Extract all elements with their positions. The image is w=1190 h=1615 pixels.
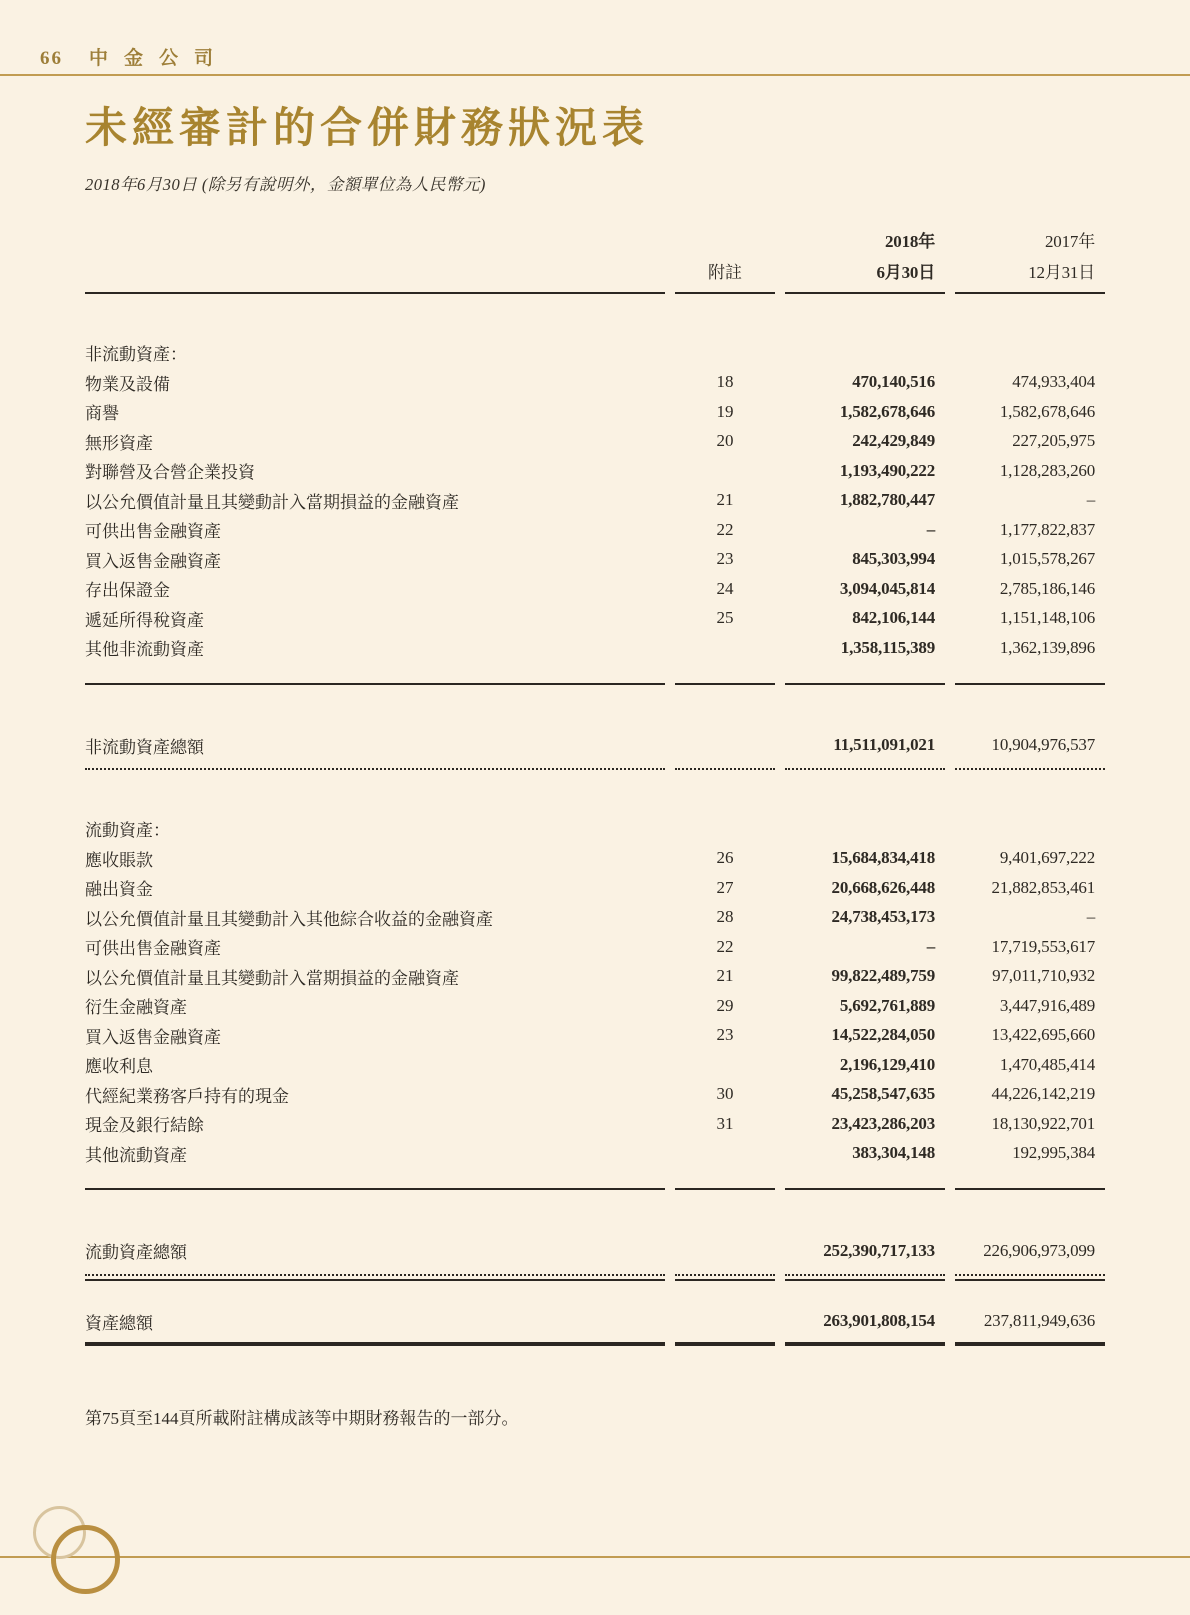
row-value-2018: 5,692,761,889 xyxy=(839,995,935,1015)
row-label: 遞延所得稅資產 xyxy=(85,610,204,630)
row-value-2017: 1,015,578,267 xyxy=(999,549,1095,569)
row-value-2018: 845,303,994 xyxy=(852,549,935,569)
row-note: 27 xyxy=(716,877,734,897)
row-note: 18 xyxy=(716,372,734,392)
table-row xyxy=(85,1109,1105,1139)
section-header-label: 流動資產： xyxy=(85,821,170,841)
table-row xyxy=(85,397,1105,427)
row-value-2018: 842,106,144 xyxy=(852,608,935,628)
section-header-label: 非流動資產： xyxy=(85,345,187,365)
row-value-2017: 9,401,697,222 xyxy=(999,848,1095,868)
section-total-label: 非流動資產總額 xyxy=(85,737,204,757)
row-note: 22 xyxy=(716,936,734,956)
table-row xyxy=(85,1021,1105,1051)
decorative-circle-large xyxy=(51,1525,120,1594)
section-total-2018: 11,511,091,021 xyxy=(833,735,935,755)
table-row xyxy=(85,604,1105,634)
section-header-row xyxy=(85,338,1105,368)
footer-divider-line xyxy=(0,1556,1190,1558)
section-total-label: 流動資產總額 xyxy=(85,1243,187,1263)
table-row xyxy=(85,873,1105,903)
row-note: 29 xyxy=(716,995,734,1015)
table-row xyxy=(85,932,1105,962)
row-note: 26 xyxy=(716,848,734,868)
table-row xyxy=(85,633,1105,663)
col-header-2017 xyxy=(955,226,1105,288)
row-label: 商譽 xyxy=(85,404,119,424)
row-label: 存出保證金 xyxy=(85,581,170,601)
table-row xyxy=(85,991,1105,1021)
row-value-2017: 44,226,142,219 xyxy=(991,1084,1095,1104)
section-total-dashed-rule xyxy=(85,1274,1105,1276)
row-value-2017: – xyxy=(1086,490,1095,510)
statement-table xyxy=(85,226,1105,1346)
row-note: 24 xyxy=(716,578,734,598)
row-value-2017: 17,719,553,617 xyxy=(991,936,1095,956)
row-label: 可供出售金融資產 xyxy=(85,939,221,959)
row-note: 19 xyxy=(716,401,734,421)
table-row xyxy=(85,1080,1105,1110)
section-rows-rule xyxy=(85,683,1105,685)
col-header-2018-year: 2018年 xyxy=(885,232,935,251)
page-title: 未經審計的合併財務狀況表 xyxy=(85,106,650,152)
table-row xyxy=(85,1050,1105,1080)
row-value-2017: 1,470,485,414 xyxy=(999,1054,1095,1074)
table-row xyxy=(85,368,1105,398)
table-row xyxy=(85,574,1105,604)
row-label: 買入返售金融資產 xyxy=(85,551,221,571)
footnote-text: 第75頁至144頁所載附註構成該等中期財務報告的一部分。 xyxy=(85,1409,519,1428)
row-label: 其他流動資產 xyxy=(85,1145,187,1165)
row-label: 融出資金 xyxy=(85,880,153,900)
header-rule xyxy=(85,292,1105,294)
row-note: 23 xyxy=(716,549,734,569)
row-label: 買入返售金融資產 xyxy=(85,1027,221,1047)
table-row xyxy=(85,456,1105,486)
table-row xyxy=(85,545,1105,575)
section-rows-rule xyxy=(85,1188,1105,1190)
row-label: 代經紀業務客戶持有的現金 xyxy=(85,1086,289,1106)
row-value-2017: 97,011,710,932 xyxy=(992,966,1095,986)
col-header-2017-year: 2017年 xyxy=(1045,232,1095,251)
row-label: 以公允價值計量且其變動計入當期損益的金融資產 xyxy=(85,492,459,512)
row-label: 應收利息 xyxy=(85,1057,153,1077)
row-note: 21 xyxy=(716,966,734,986)
table-row xyxy=(85,903,1105,933)
row-note: 23 xyxy=(716,1025,734,1045)
section-header-row xyxy=(85,814,1105,844)
row-label: 以公允價值計量且其變動計入當期損益的金融資產 xyxy=(85,968,459,988)
row-label: 其他非流動資產 xyxy=(85,640,204,660)
page-header xyxy=(40,43,229,70)
row-label: 物業及設備 xyxy=(85,374,170,394)
row-value-2018: 24,738,453,173 xyxy=(831,907,935,927)
section-total-row xyxy=(85,1236,1105,1266)
row-value-2017: 3,447,916,489 xyxy=(999,995,1095,1015)
col-header-2018-date: 6月30日 xyxy=(876,263,935,282)
section-total-2018: 252,390,717,133 xyxy=(823,1240,935,1260)
company-name: 中金公司 xyxy=(89,48,230,69)
table-row xyxy=(85,962,1105,992)
row-value-2018: 45,258,547,635 xyxy=(831,1084,935,1104)
grand-total-row xyxy=(85,1307,1105,1337)
row-note: 31 xyxy=(716,1113,734,1133)
row-value-2017: 1,151,148,106 xyxy=(999,608,1095,628)
row-value-2018: 15,684,834,418 xyxy=(831,848,935,868)
row-value-2018: 23,423,286,203 xyxy=(831,1113,935,1133)
table-sections xyxy=(85,338,1105,1281)
row-value-2017: 1,177,822,837 xyxy=(999,519,1095,539)
table-section xyxy=(85,814,1105,1281)
row-value-2018: 14,522,284,050 xyxy=(831,1025,935,1045)
row-note: 21 xyxy=(716,490,734,510)
row-value-2017: 474,933,404 xyxy=(1012,372,1095,392)
table-row xyxy=(85,844,1105,874)
row-value-2018: 1,358,115,389 xyxy=(840,637,935,657)
table-row xyxy=(85,515,1105,545)
row-value-2018: 242,429,849 xyxy=(852,431,935,451)
row-value-2018: 1,882,780,447 xyxy=(839,490,935,510)
row-note: 20 xyxy=(716,431,734,451)
row-value-2018: 3,094,045,814 xyxy=(839,578,935,598)
section-total-2017: 10,904,976,537 xyxy=(991,735,1095,755)
section-total-2017: 226,906,973,099 xyxy=(983,1240,1095,1260)
header-divider-line xyxy=(0,74,1190,76)
section-total-dashed-rule xyxy=(85,768,1105,770)
row-value-2018: 383,304,148 xyxy=(852,1143,935,1163)
row-label: 現金及銀行結餘 xyxy=(85,1116,204,1136)
section-total-solid-rule xyxy=(85,1279,1105,1281)
col-header-2017-date: 12月31日 xyxy=(1028,263,1095,282)
grand-total-rule xyxy=(85,1342,1105,1346)
row-value-2018: 1,582,678,646 xyxy=(839,401,935,421)
row-value-2017: 13,422,695,660 xyxy=(991,1025,1095,1045)
row-label: 衍生金融資產 xyxy=(85,998,187,1018)
col-header-2018 xyxy=(785,226,945,288)
table-header-row xyxy=(85,226,1105,288)
row-value-2017: 1,362,139,896 xyxy=(999,637,1095,657)
row-label: 對聯營及合營企業投資 xyxy=(85,463,255,483)
page-number: 66 xyxy=(40,48,63,69)
row-value-2018: – xyxy=(926,519,935,539)
row-value-2018: – xyxy=(926,936,935,956)
grand-total-value-2018: 263,901,808,154 xyxy=(823,1311,935,1331)
row-label: 以公允價值計量且其變動計入其他綜合收益的金融資產 xyxy=(85,909,493,929)
row-value-2018: 1,193,490,222 xyxy=(839,460,935,480)
row-value-2018: 470,140,516 xyxy=(852,372,935,392)
row-value-2017: 227,205,975 xyxy=(1012,431,1095,451)
table-row xyxy=(85,427,1105,457)
row-value-2017: 1,128,283,260 xyxy=(999,460,1095,480)
row-value-2017: – xyxy=(1086,907,1095,927)
page-subtitle: 2018年6月30日 (除另有說明外，金額單位為人民幣元) xyxy=(85,175,486,194)
col-header-note: 附註 xyxy=(708,263,742,282)
grand-total-value-2017: 237,811,949,636 xyxy=(983,1311,1095,1331)
row-value-2018: 99,822,489,759 xyxy=(831,966,935,986)
row-value-2017: 1,582,678,646 xyxy=(999,401,1095,421)
row-value-2017: 21,882,853,461 xyxy=(991,877,1095,897)
table-row xyxy=(85,486,1105,516)
row-note: 22 xyxy=(716,519,734,539)
table-section xyxy=(85,338,1105,770)
table-row xyxy=(85,1139,1105,1169)
row-value-2017: 192,995,384 xyxy=(1012,1143,1095,1163)
row-value-2018: 20,668,626,448 xyxy=(831,877,935,897)
row-note: 28 xyxy=(716,907,734,927)
row-note: 30 xyxy=(716,1084,734,1104)
row-label: 可供出售金融資產 xyxy=(85,522,221,542)
row-value-2017: 18,130,922,701 xyxy=(991,1113,1095,1133)
row-value-2018: 2,196,129,410 xyxy=(839,1054,935,1074)
section-total-row xyxy=(85,731,1105,761)
grand-total-label: 資產總額 xyxy=(85,1313,153,1333)
row-label: 應收賬款 xyxy=(85,850,153,870)
row-label: 無形資產 xyxy=(85,433,153,453)
row-value-2017: 2,785,186,146 xyxy=(999,578,1095,598)
row-note: 25 xyxy=(716,608,734,628)
